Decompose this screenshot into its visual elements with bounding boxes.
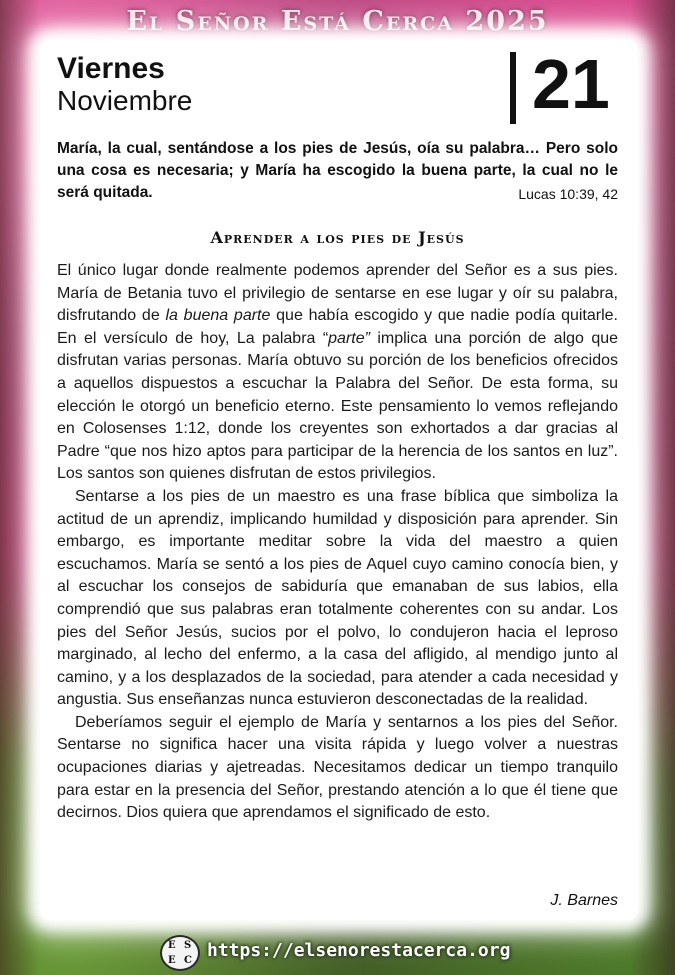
- paragraph-2: Sentarse a los pies de un maestro es una frase bíblica que simboliza la actitud de un aprendiz, implicando humildad y disposición para aprender. Sin embargo, es importante meditar sobre la vida del maestro a quien escuchamos. María se sentó a los pies de Aquel cuyo camino conocía bien, y al escuchar los consejos de sabiduría que emanaban de sus labios, ella comprendió que sus palabras eran totalmente coherentes con su andar. Los pies del Señor Jesús, sucios por el polvo, lo condujeron hacia el leproso marginado, al lecho del enfermo, a la casa del afligido, al mendigo junto al camino, y a los desplazados de la sociedad, para atender a cada necesidad y angustia. Sus enseñanzas nunca estuvieron desconectadas de la realidad.: [57, 487, 618, 709]
- date-divider: [510, 52, 516, 124]
- logo-letter-1: E: [168, 940, 176, 951]
- logo-letter-4: C: [184, 955, 192, 966]
- logo-letter-2: S: [184, 940, 192, 951]
- day-number: 21: [532, 45, 610, 123]
- publication-banner: El Señor Está Cerca 2025: [126, 6, 549, 37]
- website-link[interactable]: https://elsenorestacerca.org: [207, 940, 511, 961]
- verse-reference: Lucas 10:39, 42: [518, 186, 618, 202]
- key-verse: [57, 138, 618, 205]
- day-name: Viernes: [57, 52, 165, 85]
- emphasis-buena-parte: la buena parte: [165, 307, 271, 325]
- tree-trunk-left: [0, 0, 40, 975]
- author-signature: J. Barnes: [550, 892, 618, 909]
- month-name: Noviembre: [57, 85, 193, 116]
- devotional-title: Aprender a los pies de Jesús: [210, 228, 465, 247]
- paragraph-3: Deberíamos seguir el ejemplo de María y sentarnos a los pies del Señor. Sentarse no significa hacer una visita rápida y luego volver a nuestras ocupaciones diarias y ajetreadas. Necesitamos dedicar un tiempo tranquilo para estar en la presencia del Señor, prestando atención a lo que él tiene que decirnos. Dios quiera que aprendamos el significado de esto.: [57, 713, 618, 822]
- paragraph-1: El único lugar donde realmente podemos aprender del Señor es a sus pies. María de Betania tuvo el privilegio de sentarse en ese lugar y oír su palabra, disfrutando de la buena parte que había escogido y que nadie podía quitarle. En el versículo de hoy, La palabra “parte” implica una porción de algo que disfrutan varias personas. María obtuvo su porción de los beneficios ofrecidos a aquellos dispuestos a escuchar la Palabra del Señor. De esta forma, su elección le otorgó un beneficio eterno. Este pensamiento lo vemos reflejando en Colosenses 1:12, donde los creyentes son exhortados a dar gracias al Padre “que nos hizo aptos para participar de la herencia de los santos en luz”. Los santos son quienes disfrutan de estos privilegios.: [57, 262, 619, 483]
- esec-logo-icon: [160, 935, 200, 971]
- devotional-body: [57, 260, 618, 825]
- verse-text: María, la cual, sentándose a los pies de Jesús, oía su palabra… Pero solo una cosa es necesaria; y María ha escogido la buena parte, la cual no le será quitada.: [57, 140, 618, 201]
- logo-letter-3: E: [168, 955, 176, 966]
- emphasis-parte: parte”: [328, 329, 370, 347]
